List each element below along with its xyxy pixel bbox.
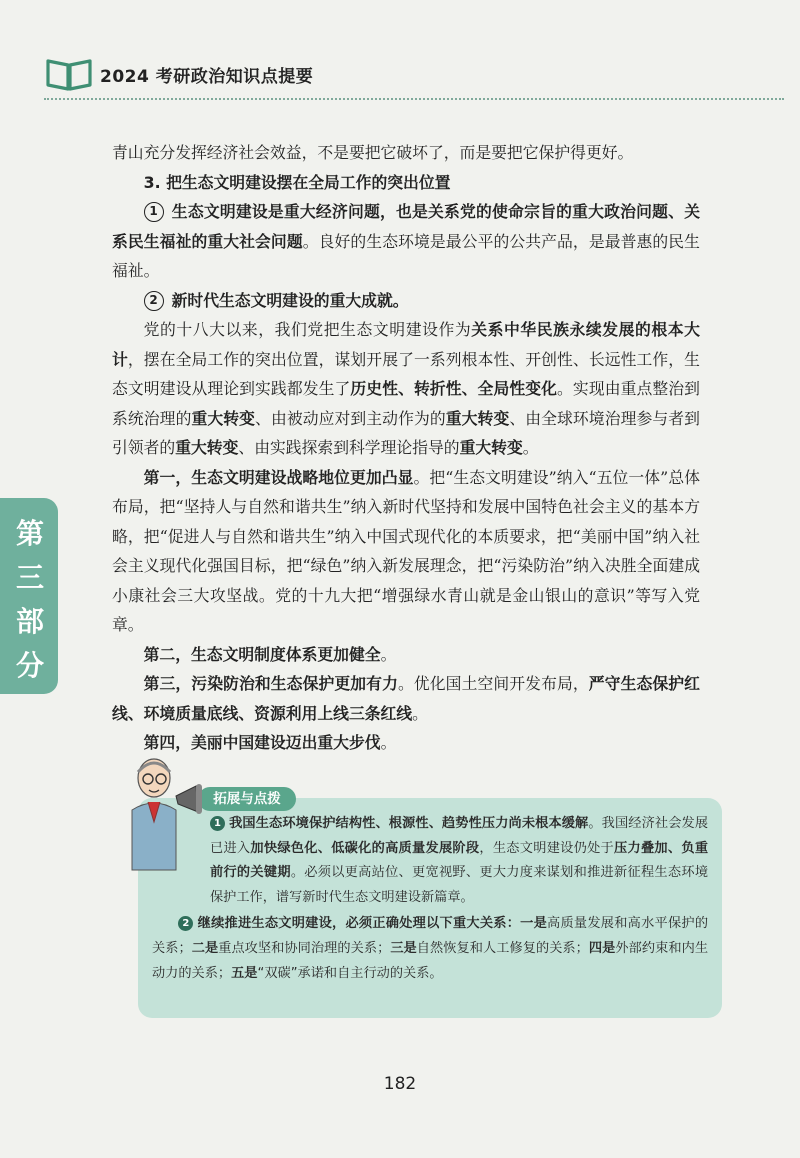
circled-number: 1 (144, 202, 164, 222)
bold-text: 压力叠加、负重前行的关键期 (210, 840, 709, 881)
bold-text: 重大转变 (191, 408, 256, 428)
side-tab-char: 部 (15, 605, 44, 638)
text: ，生态文明建设仍处于 (479, 840, 615, 856)
extension-note-text (152, 812, 708, 986)
paragraph (112, 197, 700, 286)
header-divider (44, 98, 784, 100)
number-badge: 1 (210, 816, 225, 831)
bold-text: 重大转变 (459, 438, 523, 457)
text: “双碳”承诺和自主行动的关系。 (257, 965, 443, 981)
text: 自然恢复和人工修复的关系； (416, 940, 589, 956)
bold-text: 严守生态保护红线、环境质量底线、资源利用上线三条红线 (112, 674, 700, 723)
paragraph (112, 463, 700, 640)
section-heading: 3. 把生态文明建设摆在全局工作的突出位置 (143, 172, 451, 192)
bold-text: 历史性、转折性、全局性变化 (350, 379, 558, 398)
note-paragraph (152, 912, 708, 986)
text: 、由实践探索到科学理论指导的 (238, 438, 460, 457)
bold-text: 我国生态环境保护结构性、根源性、趋势性压力尚未根本缓解 (229, 816, 589, 831)
bold-text: 三是 (390, 940, 417, 956)
text: 。必须以更高站位、更宽视野、更大力度来谋划和推进新征程生态环境保护工作，谱写新时代生态文明建设新篇章。 (210, 865, 709, 905)
text: 。 (380, 644, 397, 664)
page-header (44, 54, 313, 94)
number-badge: 2 (178, 916, 193, 931)
text: 。优化国土空间开发布局， (397, 674, 589, 693)
section-side-tab (0, 498, 58, 694)
text: 。把“生态文明建设”纳入“五位一体”总体布局，把“坚持人与自然和谐共生”纳入新时代坚持和发展中国特色社会主义的基本方略，把“促进人与自然和谐共生”纳入中国式现代化的本质要求，把“美丽中国”纳入社会主义现代化强国目标，把“绿色”纳入新发展理念，把“污染防治”纳入决胜全面建成小康社会三大攻坚战。党的十九大把“增强绿水青山就是金山银山的意识”等写入党章。 (112, 467, 700, 634)
text: 、由被动应对到主动作为的 (255, 408, 446, 428)
text: 重点攻坚和协同治理的关系； (218, 940, 391, 956)
paragraph (112, 286, 700, 316)
bold-text: 继续推进生态文明建设，必须正确处理以下重大关系： (197, 916, 521, 932)
paragraph (112, 669, 700, 728)
text: 。实现由重点整治到系统治理的 (112, 379, 700, 428)
bold-text: 第四，美丽中国建设迈出重大步伐 (143, 733, 381, 752)
header-title: 2024 考研政治知识点提要 (100, 66, 314, 87)
circled-number: 2 (144, 291, 164, 311)
bold-text: 加快绿色化、低碳化的高质量发展阶段 (250, 840, 480, 856)
text: 。良好的生态环境是最公平的公共产品，是最普惠的民生福祉。 (112, 231, 700, 280)
text: 。 (522, 438, 539, 457)
note-paragraph (152, 812, 708, 910)
bold-text: 关系中华民族永续发展的根本大计 (112, 320, 700, 369)
bold-text: 第一，生态文明建设战略地位更加凸显 (143, 467, 414, 487)
side-tab-char: 分 (15, 649, 44, 682)
text: 外部约束和内生动力的关系； (152, 940, 709, 981)
bold-text: 四是 (588, 940, 616, 956)
bold-text: 第三，污染防治和生态保护更加有力 (143, 674, 398, 693)
text: ，摆在全局工作的突出位置，谋划开展了一系列根本性、开创性、长远性工作，生态文明建设从理论到实践都发生了 (112, 349, 700, 398)
bold-text: 新时代生态文明建设的重大成就。 (171, 290, 409, 310)
text: 党的十八大以来，我们党把生态文明建设作为 (143, 320, 472, 339)
bold-text: 重大转变 (175, 438, 239, 457)
text: 、由全球环境治理参与者到引领者的 (112, 408, 700, 457)
bold-text: 第二，生态文明制度体系更加健全 (143, 644, 381, 664)
text: 高质量发展和高水平保护的关系； (152, 916, 709, 956)
paragraph (112, 640, 700, 670)
text: 。我国经济社会发展已进入 (210, 816, 709, 856)
bold-text: 二是 (191, 940, 219, 956)
bold-text: 一是 (520, 916, 548, 932)
open-book-icon (44, 57, 94, 91)
text: 。 (412, 703, 428, 723)
bold-text: 重大转变 (445, 408, 510, 428)
extension-badge: 拓展与点拨 (198, 787, 296, 811)
bold-text: 五是 (231, 965, 258, 981)
side-tab-char: 三 (15, 561, 44, 594)
bold-text: 生态文明建设是重大经济问题，也是关系党的使命宗旨的重大政治问题、关系民生福祉的重大社会问题 (112, 202, 700, 251)
main-text (112, 138, 700, 758)
paragraph (112, 315, 700, 463)
side-tab-char: 第 (15, 517, 44, 550)
text: 。 (380, 733, 397, 752)
paragraph: 青山充分发挥经济社会效益，不是要把它破坏了，而是要把它保护得更好。 (112, 143, 634, 162)
page-number: 182 (383, 1074, 417, 1094)
